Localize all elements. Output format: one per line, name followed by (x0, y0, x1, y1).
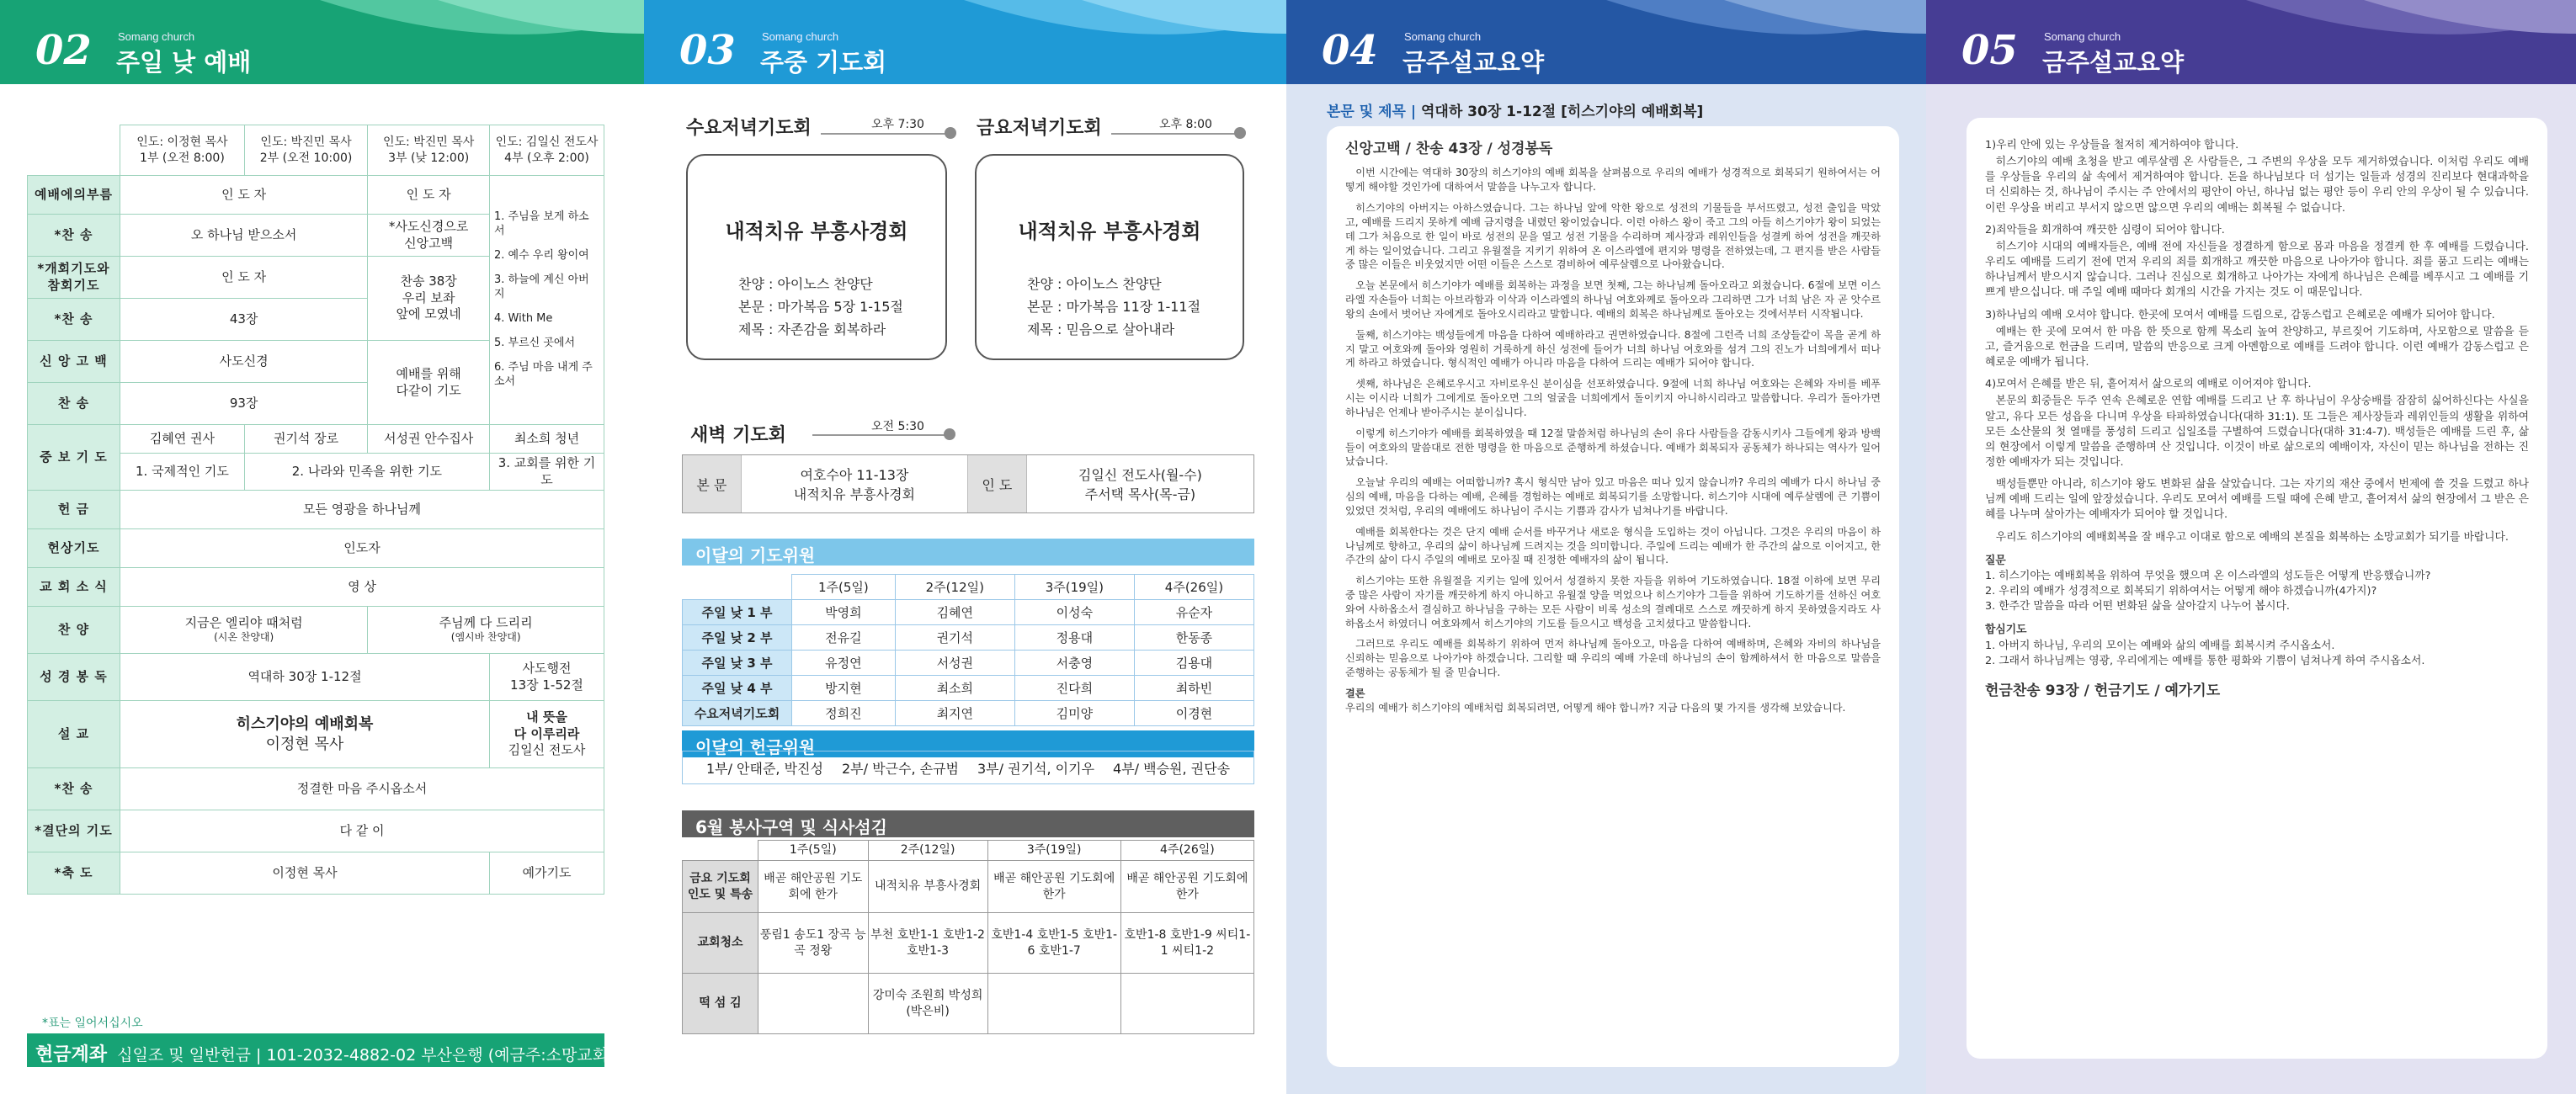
row-value: 정결한 마음 주시옵소서 (120, 768, 604, 810)
questions-title: 질문 (1985, 554, 2006, 567)
sermon-paragraph: 히스기야 시대의 예배자들은, 예배 전에 자신들을 정결하게 함으로 몸과 마음을 정결케 한 후 예배를 드렸습니다. 우리도 예배를 드리기 전에 먼저 우리의 죄를 회개하고 깨끗한 마음으로 나아가야 합니다. 죄를 품고 드리는 예배는 하나님께서 받으시지 않습니다. 그러나 진심으로 회개하고 나아가는 자에게 하나님은 은혜를 베푸시고 그 예배를 기쁘게 받으십니다. 매 주일 예배 때마다 회개의 시간을 가지는 것도 이 때문입니다. (1985, 240, 2529, 300)
committee-item: 1부/ 안태준, 박진성 (705, 760, 823, 777)
table-cell: 최소희 (895, 676, 1014, 701)
sermon-4 (490, 701, 604, 768)
divider (821, 133, 947, 135)
column-header: 2주(12일) (895, 575, 1014, 600)
page-sermon-summary-1 (1286, 0, 1926, 1094)
sermon-paragraph: 둘째, 히스기야는 백성들에게 마음을 다하여 예배하라고 권면하였습니다. 8절에 그런즉 너희 조상들같이 목을 곧게 하지 말고 여호와께 돌아와 영원히 거룩하게 하신 성전에 들어가 너희 하나님 여호와를 섬겨 그의 진노가 너희에게서 떠나게 하라고 하였습니다. 형식적인 예배가 아니라 마음을 다하여 드리는 예배가 되어야 합니다. (1345, 328, 1881, 369)
question-item: 1. 히스기야는 예배회복을 위하여 무엇을 했으며 온 이스라엘의 성도들은 어떻게 반응했습니까? (1985, 569, 2431, 582)
table-cell: 진다희 (1014, 676, 1134, 701)
row-label: 헌상기도 (28, 529, 120, 568)
row-label: 예배에의부름 (28, 176, 120, 215)
table-cell: 부천 호반1-1 호반1-2 호반1-3 (868, 913, 987, 974)
row-value: 다 같 이 (120, 810, 604, 852)
table-cell: 내적치유 부흥사경회 (868, 861, 987, 913)
page-title: 금주설교요약 (2042, 48, 2185, 77)
intercessor: 서성권 안수집사 (368, 425, 490, 454)
intercessor: 권기석 장로 (244, 425, 367, 454)
sermon-text-box (1967, 118, 2547, 1059)
row-label: 교회청소 (683, 913, 758, 974)
reading-line: 사도행전 (522, 661, 572, 676)
prayer-line: 다같이 기도 (396, 382, 461, 398)
table-cell: 김혜연 (895, 600, 1014, 625)
preacher: 김일신 전도사 (508, 742, 586, 758)
sermon-paragraph: 오늘 본문에서 히스기야가 예배를 회복하는 과정을 보면 첫째, 그는 하나님께 돌아오라고 외쳤습니다. 6절에 보면 이스라엘 자손들아 너희는 아브라함과 이삭과 이스라엘의 하나님 여호와께로 돌아오라 그리하면 그가 너희 남은 자 곧 앗수르 왕의 손에서 벗어난 자에게로 돌아오시리라고 말합니다. 예배의 회복은 하나님께로 돌아오는 것에서부터 시작됩니다. (1345, 279, 1881, 320)
row-value-4 (490, 654, 604, 701)
table-cell: 이경현 (1134, 701, 1253, 726)
service-4-leader: 인도: 김일신 전도사 (495, 135, 599, 150)
praise-2 (368, 607, 604, 654)
table-cell: 정희진 (792, 701, 896, 726)
blank-cell (28, 125, 120, 176)
prayer-line: 예배를 위해 (396, 366, 461, 381)
column-header (683, 575, 792, 600)
reference-text: 역대하 30장 1-12절 [히스기야의 예배회복] (1421, 104, 1704, 120)
praise-title: 주님께 다 드리리 (439, 614, 533, 630)
row-value: 모든 영광을 하나님께 (120, 491, 604, 529)
card-title: 내적치유 부흥사경회 (1018, 220, 1201, 243)
table-cell (987, 974, 1120, 1034)
conclusion-text: 우리의 예배가 히스기야의 예배처럼 회복되려면, 어떻게 해야 합니까? 지금 다음의 몇 가지를 생각해 보았습니다. (1345, 701, 1846, 714)
row-value-4: 예가기도 (490, 852, 604, 895)
column-header (683, 841, 758, 861)
song-item: 1. 주님을 보게 하소서 (494, 210, 589, 238)
header-band (644, 0, 1286, 84)
row-call (28, 176, 604, 215)
sermon-paragraph: 이렇게 히스기야가 예배를 회복하였을 때 12절 말씀처럼 하나님의 손이 유다 사람들을 감동시키사 그들에게 왕과 방백들이 여호와의 말씀대로 전한 명령을 한 마음으로 준행하게 하셨습니다. 예배가 회복되자 공동체가 하나되는 역사가 일어났습니다. (1345, 427, 1881, 468)
service-3-leader: 인도: 박진민 목사 (382, 135, 475, 150)
row-value: 사도신경 (120, 341, 368, 383)
page-title: 주일 낮 예배 (116, 48, 252, 77)
praise-1 (120, 607, 368, 654)
sermon-title: 다 이루리라 (514, 725, 580, 741)
wed-title: 수요저녁기도회 (686, 118, 812, 139)
song-item: 2. 예수 우리 왕이여 (494, 249, 589, 263)
row-offering-prayer (28, 529, 604, 568)
table-cell: 서충영 (1014, 651, 1134, 676)
header-band (1286, 0, 1926, 84)
offering-committee-list (682, 751, 1254, 784)
row-value-3: 인 도 자 (368, 176, 490, 215)
dawn-line: 주서택 목사(목-금) (1084, 486, 1196, 502)
intercessor: 김혜연 권사 (120, 425, 245, 454)
dawn-key: 본 문 (683, 455, 742, 512)
table-cell: 방지현 (792, 676, 896, 701)
service-header-row (28, 125, 604, 176)
dawn-table (682, 454, 1254, 513)
column-header: 4주(26일) (1134, 575, 1253, 600)
dawn-title: 새벽 기도회 (690, 425, 786, 446)
service-2-leader: 인도: 박진민 목사 (260, 135, 352, 150)
row-value: 인도자 (120, 529, 604, 568)
table-cell: 한동종 (1134, 625, 1253, 651)
preacher: 이정현 목사 (265, 735, 344, 753)
column-header: 2주(12일) (868, 841, 987, 861)
service-area-bar: 6월 봉사구역 및 식사섬김 (682, 810, 1254, 837)
intercession-topic: 2. 나라와 민족을 위한 기도 (244, 454, 489, 491)
row-intercession-people (28, 425, 604, 454)
column-header: 4주(26일) (1120, 841, 1253, 861)
table-cell: 배곧 해안공원 기도회에 한가 (1120, 861, 1253, 913)
fri-title: 금요저녁기도회 (977, 118, 1102, 139)
header-band (0, 0, 644, 84)
row-label: *결단의 기도 (28, 810, 120, 852)
table-cell: 김미양 (1014, 701, 1134, 726)
card-line: 찬양 : 아이노스 찬양단 (738, 276, 873, 292)
table-cell: 서성권 (895, 651, 1014, 676)
table-cell: 풍림1 송도1 장곡 능곡 정왕 (758, 913, 869, 974)
header-wave-decoration (1926, 0, 2576, 84)
song-item: 3. 하늘에 계신 아버지 (494, 274, 589, 301)
row-label: 찬 송 (28, 383, 120, 425)
account-label: 현금계좌 (35, 1044, 108, 1065)
row-label: *개회기도와 참회기도 (28, 257, 120, 299)
committee-item: 2부/ 박근수, 손규범 (841, 760, 959, 777)
page-title: 금주설교요약 (1402, 48, 1545, 77)
row-hymn4 (28, 768, 604, 810)
card-line: 찬양 : 아이노스 찬양단 (1027, 276, 1162, 292)
table-cell: 정용대 (1014, 625, 1134, 651)
committee-item: 4부/ 백승원, 권단송 (1113, 760, 1231, 777)
table-cell: 권기석 (895, 625, 1014, 651)
sermon-paragraph: 예배는 한 곳에 모여서 한 마음 한 뜻으로 함께 목소리 높여 찬양하고, 부르짖어 기도하며, 사모함으로 말씀을 듣고, 즐거움으로 헌금을 드리며, 말씀의 반응으로 크게 아멘함으로 예배를 드려야 합니다. 이런 예배가 감동스럽고 은혜로운 예배가 됩니다. (1985, 325, 2529, 369)
row-value: 역대하 30장 1-12절 (120, 654, 490, 701)
card-line: 제목 : 자존감을 회복하라 (738, 321, 886, 337)
table-header-row (683, 841, 1254, 861)
row-value: 93장 (120, 383, 368, 425)
row-label: 중 보 기 도 (28, 425, 120, 491)
row-label: 떡 섬 김 (683, 974, 758, 1034)
row-reading (28, 654, 604, 701)
sermon-paragraph: 예배를 회복한다는 것은 단지 예배 순서를 바꾸거나 새로운 형식을 도입하는 것이 아닙니다. 그것은 우리의 마음이 하나님께로 향하고, 우리의 삶이 하나님께 드려지는 것을 의미합니다. 주일에 드리는 예배가 한 주간의 삶으로 이어지고, 한 주간의 삶이 다시 주일의 예배로 모아질 때 진정한 예배자의 삶이 됩니다. (1345, 525, 1881, 566)
service-4-time: 4부 (오후 2:00) (504, 151, 589, 165)
divider (812, 434, 947, 436)
row-value: 인 도 자 (120, 257, 368, 299)
intercessor: 최소희 청년 (490, 425, 604, 454)
table-cell: 배곧 해안공원 기도회에 한가 (987, 861, 1120, 913)
table-cell: 김용대 (1134, 651, 1253, 676)
offering-hymn-line: 헌금찬송 93장 / 헌금기도 / 예가기도 (1985, 682, 2221, 699)
table-cell: 유순자 (1134, 600, 1253, 625)
point-heading: 1)우리 안에 있는 우상들을 철저히 제거하여야 합니다. (1985, 139, 2239, 151)
row-label: 설 교 (28, 701, 120, 768)
page-weekday-prayer (644, 0, 1286, 1094)
sermon-reference (1327, 99, 1703, 120)
dawn-line: 내적치유 부흥사경회 (793, 486, 915, 502)
wed-card (686, 154, 947, 360)
praise-title: 지금은 엘리야 때처럼 (184, 614, 303, 630)
header-band (1926, 0, 2576, 84)
fri-card (975, 154, 1244, 360)
card-title: 내적치유 부흥사경회 (725, 220, 908, 243)
sermon-paragraph: 히스기야의 예배 초청을 받고 예루살렘 온 사람들은, 그 주변의 우상을 모두 제거하였습니다. 이처럼 우리도 예배를 우상들을 우리의 삶 속에서 제거하여야 합니다. 돈을 하나님보다 더 섬기는 일들과 성경의 진리보다 현대과학을 더 신뢰하는 것, 하나님이 주시는 주 안에서의 평안이 아닌, 하나님 없는 평안 등이 우리 안의 우상이 될 수 있습니다. 이런 우상을 버리고 부서지 않으면 않으면 우리의 예배는 회복될 수 없습니다. (1985, 156, 2529, 215)
dawn-time: 오전 5:30 (871, 420, 924, 433)
table-row (683, 600, 1254, 625)
sermon-paragraph: 그러므로 우리도 예배를 회복하기 위하여 먼저 하나님께 돌아오고, 마음을 다하여 예배하며, 은혜와 자비의 하나님을 신뢰하는 믿음으로 나아가야 하겠습니다. 그리할 때 우리의 예배 가운데 하나님의 손이 함께하셔서 한 마음으로 말씀을 준행하는 공동체가 될 줄 믿습니다. (1345, 638, 1881, 679)
table-cell: 최지연 (895, 701, 1014, 726)
table-cell: 배곧 해안공원 기도회에 한가 (758, 861, 869, 913)
table-cell: 전유길 (792, 625, 896, 651)
point-heading: 3)하나님의 예배 오셔야 합니다. 한곳에 모여서 예배를 드림으로, 감동스럽고 은혜로운 예배가 되어야 합니다. (1985, 308, 2495, 321)
row-news (28, 568, 604, 607)
column-header: 3주(19일) (987, 841, 1120, 861)
row-label: 교 회 소 식 (28, 568, 120, 607)
sermon-title: 히스기야의 예배회복 (236, 715, 374, 734)
table-row (683, 974, 1254, 1034)
sermon-title: 내 뜻을 (526, 709, 567, 725)
table-cell (758, 974, 869, 1034)
song-item: 6. 주님 마음 내게 주소서 (494, 360, 593, 388)
prayer-item: 2. 그래서 하나님께는 영광, 우리에게는 예배를 통한 평화와 기쁨이 넘쳐나게 하여 주시옵소서. (1985, 654, 2425, 667)
dawn-line: 김일신 전도사(월-수) (1078, 467, 1202, 483)
dawn-value (742, 455, 968, 512)
song-item: 4. With Me (494, 311, 553, 325)
row-label: 성 경 봉 독 (28, 654, 120, 701)
row-label: 주일 낮 3 부 (683, 651, 792, 676)
prayer-title: 합심기도 (1985, 624, 2027, 637)
account-info: 십일조 및 일반헌금 | 101-2032-4882-02 부산은행 (예금주:소망교회) (117, 1046, 615, 1065)
row-value: 영 상 (120, 568, 604, 607)
service-3 (368, 125, 490, 176)
row-label: 찬 양 (28, 607, 120, 654)
wed-time: 오후 7:30 (871, 118, 924, 131)
table-header-row (683, 575, 1254, 600)
dawn-key: 인 도 (968, 455, 1027, 512)
song-item: 5. 부르신 곳에서 (494, 336, 576, 349)
row-label: 헌 금 (28, 491, 120, 529)
dawn-line: 여호수아 11-13장 (800, 467, 909, 483)
divider (1111, 133, 1237, 135)
service-4 (490, 125, 604, 176)
prayer-item: 1. 아버지 하나님, 우리의 모이는 예배와 삶의 예배를 회복시켜 주시옵소서. (1985, 639, 2335, 652)
row-label: 신 앙 고 백 (28, 341, 120, 383)
table-row (683, 913, 1254, 974)
church-name: Somang church (1404, 30, 1482, 43)
row-value-3 (368, 341, 490, 425)
sermon-text-box (1327, 126, 1899, 1067)
table-cell: 최하빈 (1134, 676, 1253, 701)
service-area-table (682, 840, 1254, 1034)
sermon-paragraph: 셋째, 하나님은 은혜로우시고 자비로우신 분이심을 선포하였습니다. 9절에 너희 하나님 여호와는 은혜와 자비를 베푸시는 이시라 너희가 그에게로 돌아오면 그의 얼굴을 너희에게서 돌이키지 아니하시리라고 말씀합니다. 우리가 돌아가면 하나님은 언제나 받아주시는 분이십니다. (1345, 378, 1881, 418)
offering-committee-bar: 이달의 헌금위원 (682, 730, 1254, 757)
service-2 (244, 125, 367, 176)
sermon-paragraph: 오늘날 우리의 예배는 어떠합니까? 혹시 형식만 남아 있고 마음은 떠나 있지 않습니까? 우리의 예배가 다시 하나님 중심의 예배, 마음을 다하는 예배, 은혜를 경험하는 예배로 회복되기를 소망합니다. 히스기야 시대에 예루살렘에 큰 기쁨이 있었던 것처럼, 우리의 예배에도 하나님이 주시는 기쁨과 감사가 넘쳐나기를 바랍니다. (1345, 476, 1881, 517)
sermon-paragraph: 우리도 히스기야의 예배회복을 잘 배우고 이대로 함으로 예배의 본질을 회복하는 소망교회가 되기를 바랍니다. (1995, 530, 2509, 544)
question-item: 3. 한주간 말씀을 따라 어떤 변화된 삶을 살아갈지 나누어 봅시다. (1985, 600, 2290, 613)
column-header: 1주(5일) (792, 575, 896, 600)
row-benediction (28, 852, 604, 895)
sermon-paragraphs (1985, 138, 2529, 545)
service-2-time: 2부 (오전 10:00) (259, 151, 353, 165)
sermon-paragraph: 백성들뿐만 아니라, 히스기야 왕도 변화된 삶을 살았습니다. 그는 자기의 재산 중에서 번제에 쓸 것을 드렸고 하나님께 예배 드리는 일에 앞장섰습니다. 우리도 모여서 예배를 드릴 때에 은혜 받고, 흩어져서 삶의 현장에서 그 받은 은혜를 나누며 살아가는 예배자가 되어야 할 것입니다. (1985, 478, 2529, 522)
sermon-paragraph: 히스기야의 아버지는 아하스였습니다. 그는 하나님 앞에 악한 왕으로 성전의 기물들을 부서뜨렸고, 성전 출입을 막았고, 예배를 드리지 못하게 예배 금지령을 내렸던 왕이었습니다. 이런 아하스 왕이 죽고 그의 아들 히스기야가 왕이 되었는데 그가 처음으로 한 일이 바로 성전의 문을 열고 성전 기물을 수리하며 제사장과 레위인들을 성결케 하여 성전을 깨끗하게 하는 일이었습니다. 그리고 유월절을 지키기 위하여 온 이스라엘에 편지와 명령을 전하였는데, 그 편지를 받은 사람들 중 많은 이들은 비웃었지만 어떤 이들은 스스로 겸비하여 예루살렘으로 나아왔습니다. (1345, 202, 1881, 271)
table-cell: 강미숙 조원희 박성희(박은비) (868, 974, 987, 1034)
page-sermon-summary-2 (1926, 0, 2576, 1094)
table-cell: 호반1-4 호반1-5 호반1-6 호반1-7 (987, 913, 1120, 974)
question-item: 2. 우리의 예배가 성경적으로 회복되기 위하여서는 어떻게 해야 하겠습니까(4가지)? (1985, 585, 2377, 598)
row-label: *찬 송 (28, 768, 120, 810)
service-1-time: 1부 (오전 8:00) (140, 151, 225, 165)
table-cell: 박영희 (792, 600, 896, 625)
sermon-paragraph: 본문의 회중들은 두주 연속 은혜로운 연합 예배를 드리고 난 후 하나님이 우상숭배를 잠잠히 싫어하신다는 사실을 알고, 유다 모든 성읍을 다니며 우상을 타파하였습니다(대하 31:1). 또 그들은 제사장들과 레위인들의 생활을 위하여 모든 소산물의 첫 열매를 풍성히 드리고 십일조를 구별하여 드렸습니다(대하 31:4-7). 백성들은 예배를 드린 후, 삶의 현장에서 이렇게 말씀을 준행하며 산 것입니다. 이것이 바로 삶으로의 예배이자, 자신이 믿는 하나님을 전하는 진정한 예배자가 되는 것입니다. (1985, 395, 2529, 469)
church-name: Somang church (762, 30, 839, 43)
choir-name: (엠시바 찬양대) (450, 631, 521, 644)
hymn-line: 찬송 38장 (400, 274, 457, 289)
row-label: 주일 낮 4 부 (683, 676, 792, 701)
service-3-time: 3부 (낮 12:00) (388, 151, 470, 165)
row-value: 오 하나님 받으소서 (120, 215, 368, 257)
row-label: *찬 송 (28, 299, 120, 341)
choir-name: (시온 찬양대) (214, 631, 274, 644)
table-cell (1120, 974, 1253, 1034)
table-row (683, 651, 1254, 676)
hymn-line: 앞에 모였네 (396, 306, 461, 322)
table-row (683, 701, 1254, 726)
table-row (683, 861, 1254, 913)
row-label: *찬 송 (28, 215, 120, 257)
dot-icon (1234, 127, 1246, 139)
card-line: 본문 : 마가복음 5장 1-15절 (738, 299, 903, 315)
page-number: 05 (1961, 27, 2018, 74)
row-value: 43장 (120, 299, 368, 341)
sermon-paragraph: 이번 시간에는 역대하 30장의 히스기야의 예배 회복을 살펴봄으로 우리의 예배가 성경적으로 회복되기 원하여서는 어떻게 해야할 것인가에 대하여서 말씀을 나누고자 합니다. (1345, 167, 1881, 194)
conclusion-title: 결론 (1345, 687, 1365, 699)
row-sermon (28, 701, 604, 768)
page-title: 주중 기도회 (760, 48, 887, 77)
stand-note: *표는 일어서십시오 (42, 1017, 143, 1030)
card-line: 제목 : 믿음으로 살아내라 (1027, 321, 1175, 337)
point-heading: 2)죄악들을 회개하여 깨끗한 심령이 되어야 합니다. (1985, 223, 2225, 236)
liturgy-line: 신앙고백 / 찬송 43장 / 성경봉독 (1345, 141, 1553, 157)
column-header: 3주(19일) (1014, 575, 1134, 600)
header-wave-decoration (1286, 0, 1926, 84)
column-header: 1주(5일) (758, 841, 869, 861)
row-praise (28, 607, 604, 654)
hymn-line: 우리 보좌 (402, 289, 455, 305)
dot-icon (944, 428, 955, 440)
table-row (683, 676, 1254, 701)
reference-label: 본문 및 제목 | (1327, 104, 1417, 120)
reading-line: 13장 1-52절 (510, 677, 583, 693)
table-row (683, 625, 1254, 651)
committee-item: 3부/ 권기석, 이기우 (977, 760, 1095, 777)
page-sunday-worship (0, 0, 644, 1094)
dawn-value (1027, 455, 1253, 512)
row-label: 주일 낮 2 부 (683, 625, 792, 651)
point-heading: 4)모여서 은혜를 받은 뒤, 흩어져서 삶으로의 예배로 이어져야 합니다. (1985, 378, 2312, 391)
church-name: Somang church (118, 30, 195, 43)
service-4-song-list (490, 176, 604, 425)
creed-line: 신앙고백 (404, 235, 454, 251)
page-number: 03 (679, 27, 736, 74)
dot-icon (945, 127, 956, 139)
offering-account-bar (27, 1033, 615, 1067)
service-1-leader: 인도: 이정현 목사 (136, 135, 228, 150)
intercession-topic: 3. 교회를 위한 기도 (490, 454, 604, 491)
service-1 (120, 125, 245, 176)
page-number: 02 (35, 27, 92, 74)
header-wave-decoration (0, 0, 644, 84)
row-label: 주일 낮 1 부 (683, 600, 792, 625)
row-label: 수요저녁기도회 (683, 701, 792, 726)
row-value-3 (368, 215, 490, 257)
sermon-main (120, 701, 490, 768)
row-offering (28, 491, 604, 529)
row-label: *축 도 (28, 852, 120, 895)
intercession-topic: 1. 국제적인 기도 (120, 454, 245, 491)
sermon-paragraph: 히스기야는 또한 유월절을 지키는 일에 있어서 성결하지 못한 자들을 위하여 기도하였습니다. 18절 이하에 보면 무리 중 많은 사람이 자기를 깨끗하게 하지 아니하고 유월절 양을 먹었으나 히스기야가 그들을 위하여 기도하기를 선하신 여호와여 사하옵소서 결심하고 하나님을 구하는 모든 사람이 비록 성소의 결례대로 스스로 깨끗하게 하지 못하였을지라도 사하옵소서 하였더니 여호와께서 히스기야의 기도를 들으시고 백성을 고치셨다고 말씀합니다. (1345, 575, 1881, 629)
row-label: 금요 기도회 인도 및 특송 (683, 861, 758, 913)
row-resolve (28, 810, 604, 852)
creed-line: *사도신경으로 (388, 219, 469, 234)
table-cell: 호반1-8 호반1-9 씨티1-1 씨티1-2 (1120, 913, 1253, 974)
header-wave-decoration (644, 0, 1286, 84)
prayer-committee-bar: 이달의 기도위원 (682, 539, 1254, 566)
church-name: Somang church (2044, 30, 2121, 43)
row-value: 인 도 자 (120, 176, 368, 215)
sermon-paragraphs (1345, 166, 1881, 680)
card-line: 본문 : 마가복음 11장 1-11절 (1027, 299, 1201, 315)
page-number: 04 (1322, 27, 1378, 74)
table-cell: 유정연 (792, 651, 896, 676)
table-cell: 이성숙 (1014, 600, 1134, 625)
row-value: 이정현 목사 (120, 852, 490, 895)
row-value-3 (368, 257, 490, 341)
prayer-committee-table (682, 574, 1254, 726)
worship-order-table (27, 125, 604, 895)
fri-time: 오후 8:00 (1159, 118, 1212, 131)
